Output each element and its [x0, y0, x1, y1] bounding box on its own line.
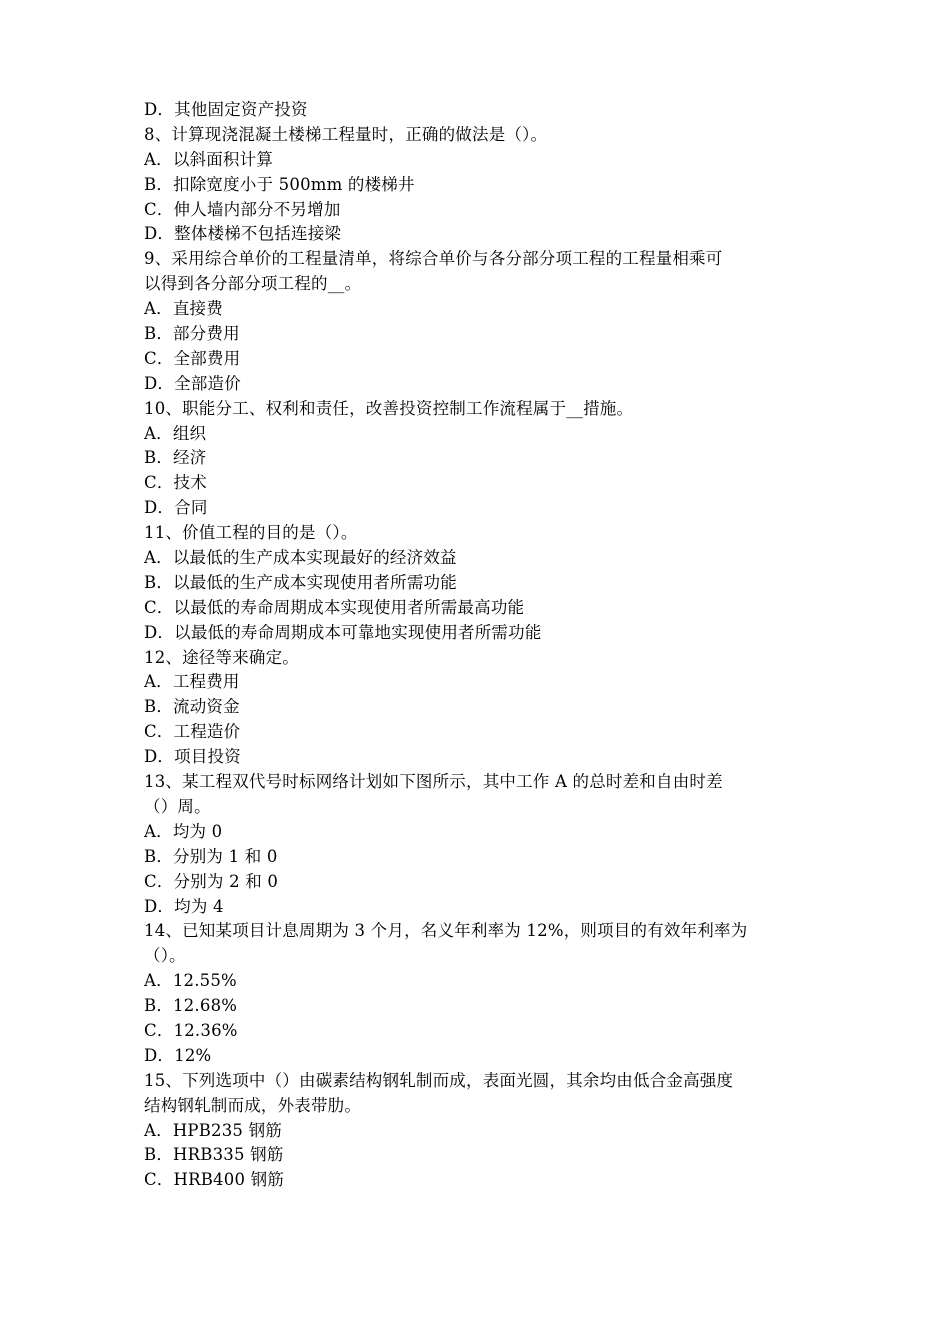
option-b-q15: B．HRB335 钢筋 [144, 1145, 284, 1165]
option-b-q14: B．12.68% [144, 996, 238, 1016]
question-15-line-2: 结构钢轧制而成，外表带肋。 [144, 1095, 362, 1115]
option-d-q8: D．整体楼梯不包括连接梁 [144, 224, 342, 244]
question-13-line-1: 13、某工程双代号时标网络计划如下图所示，其中工作 A 的总时差和自由时差 [144, 772, 723, 792]
option-a-q12: A．工程费用 [144, 672, 240, 692]
option-d-q13: D．均为 4 [144, 896, 224, 916]
question-13-line-2: （）周。 [144, 796, 211, 816]
option-b-q10: B．经济 [144, 448, 207, 468]
question-10: 10、职能分工、权利和责任，改善投资控制工作流程属于__措施。 [144, 398, 634, 418]
option-c-q9: C．全部费用 [144, 348, 241, 368]
option-d-q11: D．以最低的寿命周期成本可靠地实现使用者所需功能 [144, 622, 542, 642]
option-a-q9: A．直接费 [144, 299, 223, 319]
option-a-q11: A．以最低的生产成本实现最好的经济效益 [144, 548, 457, 568]
option-b-q12: B．流动资金 [144, 697, 240, 717]
option-c-q8: C．伸人墙内部分不另增加 [144, 199, 341, 219]
question-8: 8、计算现浇混凝土楼梯工程量时，正确的做法是（）。 [144, 124, 548, 144]
question-11: 11、价值工程的目的是（）。 [144, 523, 358, 543]
option-a-q15: A．HPB235 钢筋 [144, 1120, 282, 1140]
question-12: 12、途径等来确定。 [144, 647, 299, 667]
option-c-q10: C．技术 [144, 473, 207, 493]
option-d-q10: D．合同 [144, 498, 208, 518]
question-14-line-2: （）。 [144, 946, 186, 966]
document-body [144, 98, 816, 1193]
option-a-q10: A．组织 [144, 423, 207, 443]
option-b-q11: B．以最低的生产成本实现使用者所需功能 [144, 572, 457, 592]
option-d-q12: D．项目投资 [144, 747, 241, 767]
option-c-q11: C．以最低的寿命周期成本实现使用者所需最高功能 [144, 597, 525, 617]
option-c-q15: C．HRB400 钢筋 [144, 1170, 285, 1190]
option-b-q13: B．分别为 1 和 0 [144, 846, 278, 866]
option-c-q14: C．12.36% [144, 1020, 238, 1040]
question-15-line-1: 15、下列选项中（）由碳素结构钢轧制而成，表面光圆，其余均由低合金高强度 [144, 1070, 734, 1090]
option-d-q7: D．其他固定资产投资 [144, 100, 308, 119]
question-14-line-1: 14、已知某项目计息周期为 3 个月，名义年利率为 12%，则项目的有效年利率为 [144, 921, 748, 941]
option-a-q14: A．12.55% [144, 971, 237, 991]
option-b-q8: B．扣除宽度小于 500mm 的楼梯井 [144, 174, 415, 194]
option-d-q14: D．12% [144, 1045, 212, 1065]
option-b-q9: B．部分费用 [144, 324, 240, 344]
option-d-q9: D．全部造价 [144, 373, 241, 393]
option-a-q13: A．均为 0 [144, 821, 223, 841]
question-9-line-1: 9、采用综合单价的工程量清单，将综合单价与各分部分项工程的工程量相乘可 [144, 249, 723, 269]
option-a-q8: A．以斜面积计算 [144, 149, 274, 169]
question-9-line-2: 以得到各分部分项工程的__。 [144, 274, 362, 294]
option-c-q12: C．工程造价 [144, 722, 241, 742]
option-c-q13: C．分别为 2 和 0 [144, 871, 279, 891]
